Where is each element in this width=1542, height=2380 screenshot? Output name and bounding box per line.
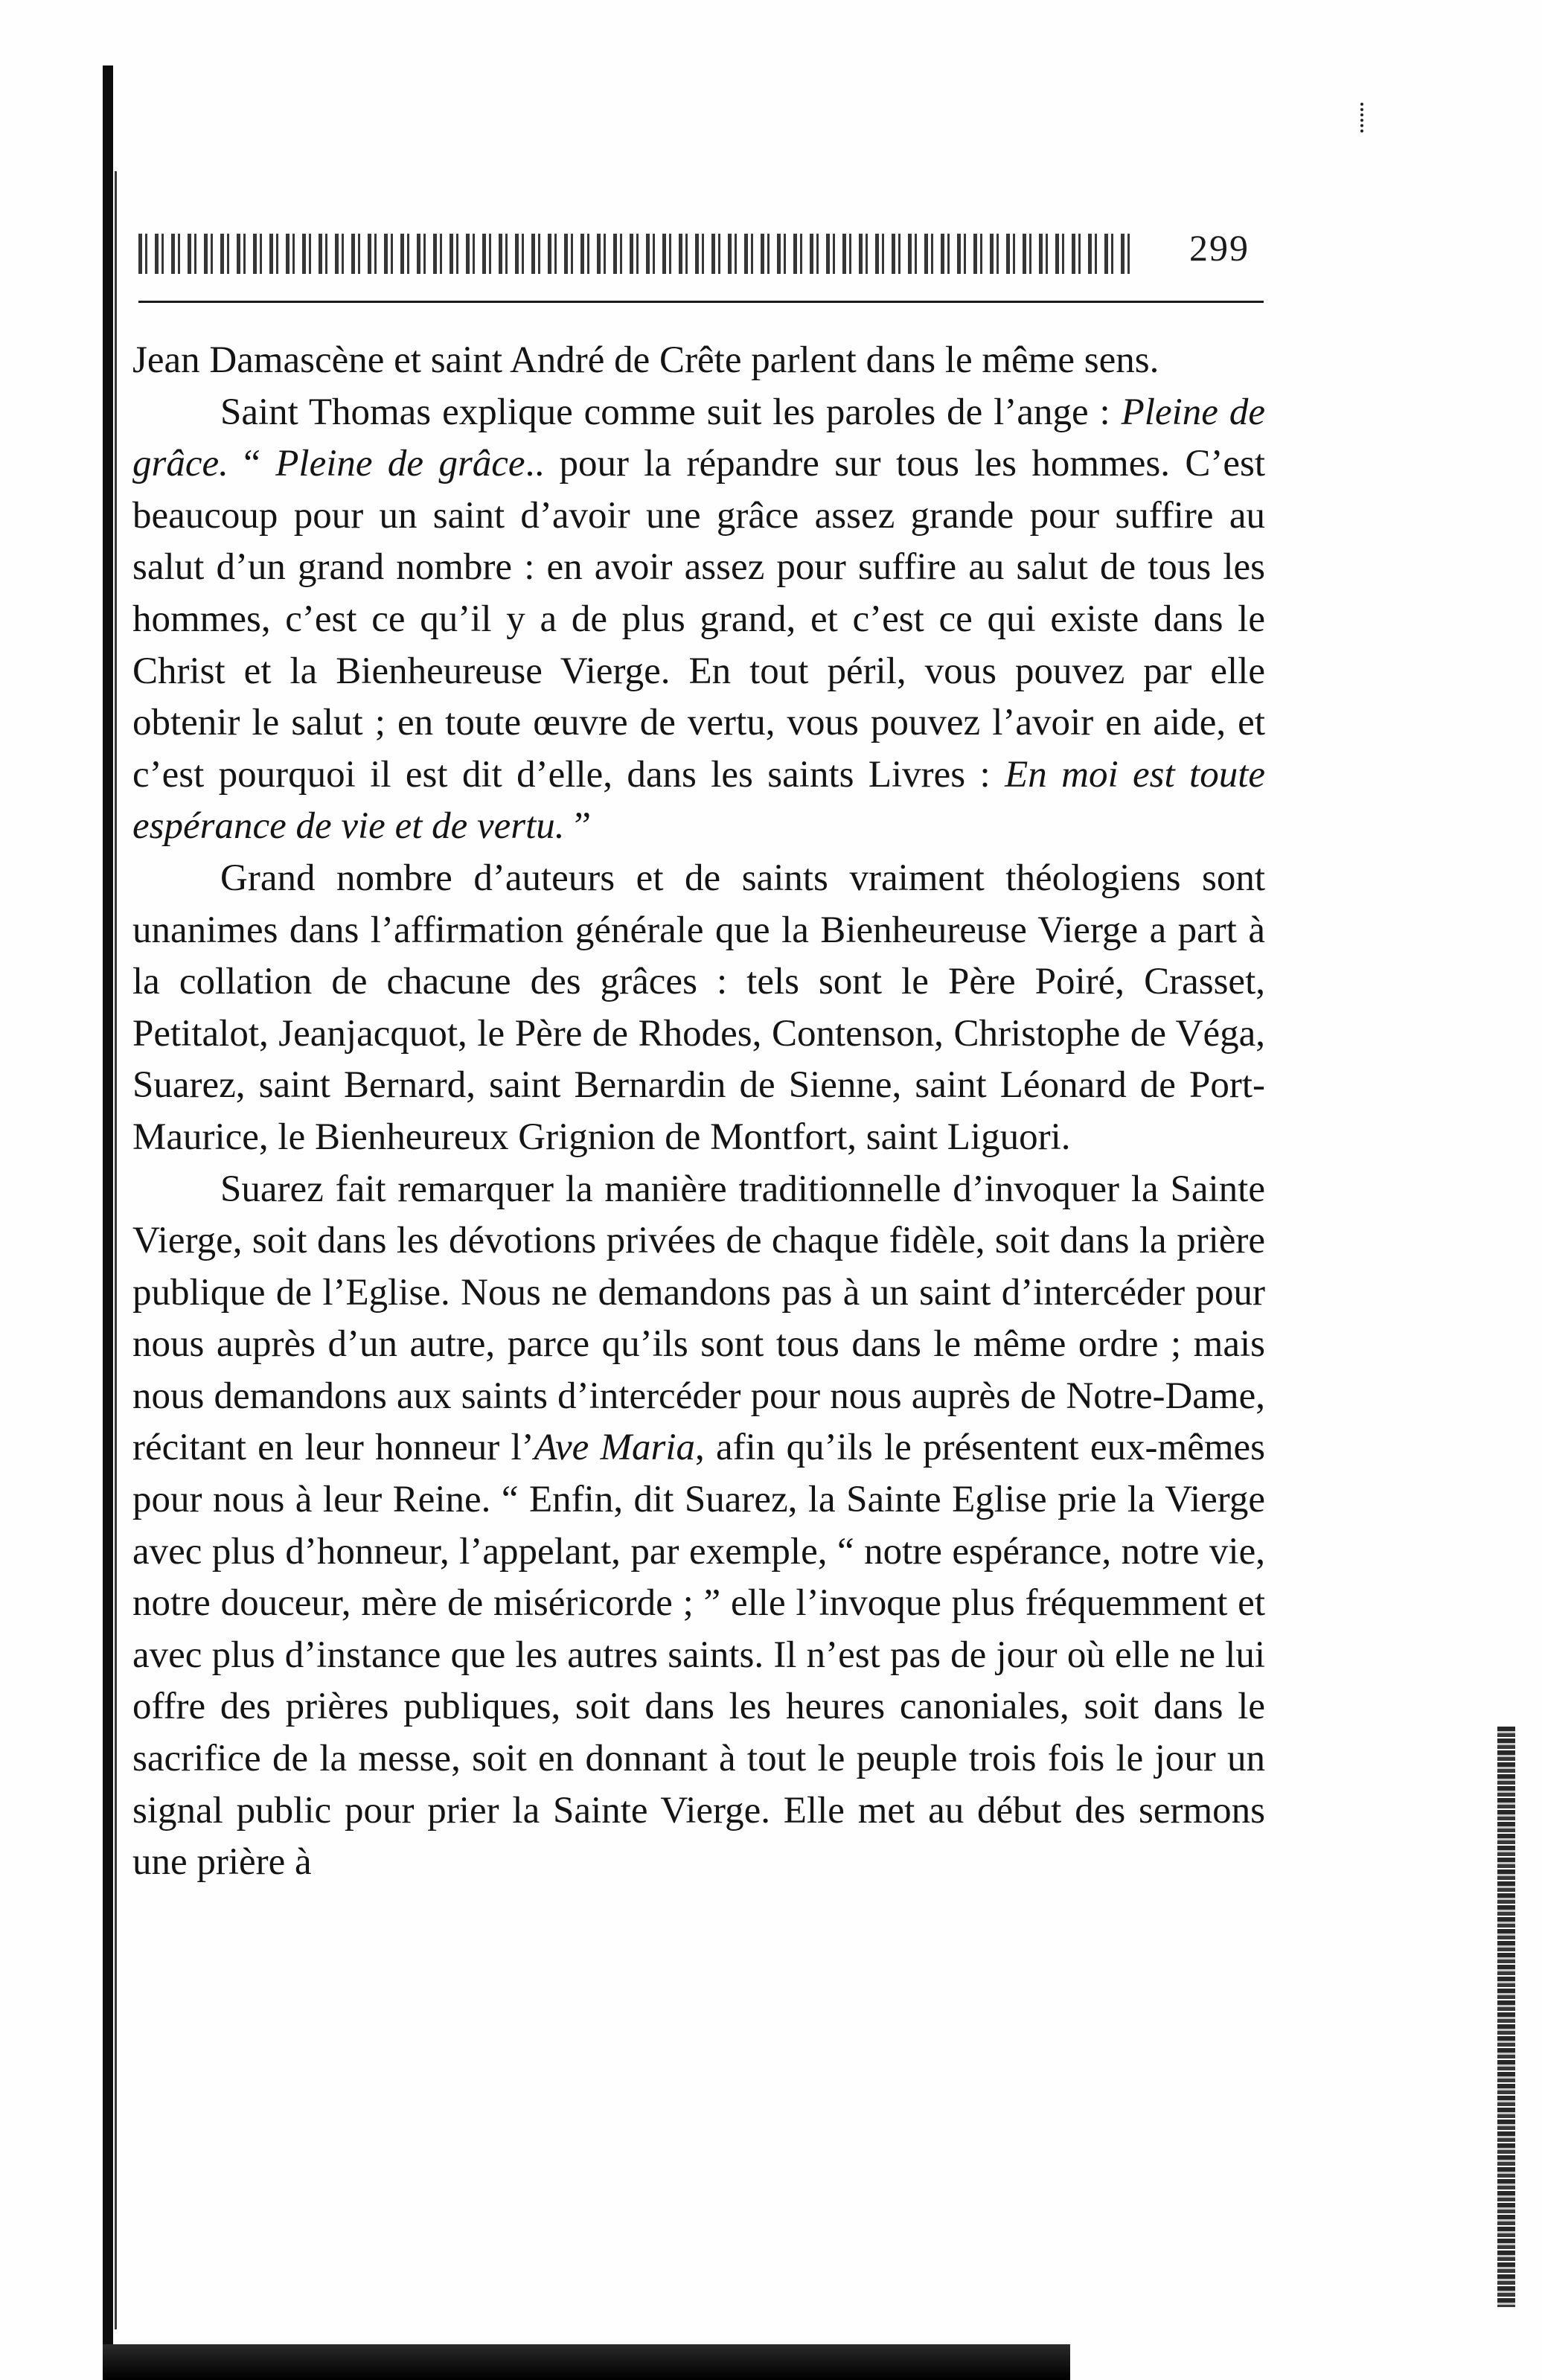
paragraph-4-italic-a: Ave Maria	[534, 1427, 696, 1469]
scan-binding-shadow	[103, 65, 113, 2380]
paragraph-2-quote-open: “	[228, 443, 276, 485]
paragraph-2-text-a: Saint Thomas explique comme suit les paroles de l’ange :	[220, 391, 1122, 433]
page-number: 299	[1189, 227, 1250, 269]
paragraph-4-text-a: Suarez fait remarquer la manière traditionnelle d’invoquer la Sainte Vierge, soit dans les dévotions privées de chaque fidèle, soit dans la prière publique de l’Eglise. Nous ne demandons pas à un saint d’intercéder pour nous auprès d’un autre, parce qu’ils sont tous dans le même ordre ; mais nous demandons aux saints d’intercéder pour nous auprès de Notre-Dame, récitant en leur honneur l’	[132, 1168, 1265, 1469]
paragraph-2-italic-a: Pleine de grâce.	[132, 391, 1265, 485]
scan-speck	[1360, 103, 1366, 132]
header-rule	[138, 301, 1264, 303]
scan-bottom-edge	[103, 2344, 1070, 2380]
paragraph-2-text-b: .. pour la répandre sur tous les hommes. C’est beaucoup pour un saint d’avoir une grâce assez grande pour suffire au salut d’un grand nombre : en avoir assez pour suffire au salut de tous les hommes, c’est ce qu’il y a de plus grand, et c’est ce qui existe dans le Christ et la Bienheureuse Vierge. En tout péril, vous pouvez par elle obtenir le salut ; en toute œuvre de vertu, vous pouvez l’avoir en aide, et c’est pourquoi il est dit d’elle, dans les saints Livres :	[132, 443, 1265, 796]
paragraph-2-italic-b: Pleine de grâce	[275, 443, 525, 485]
running-head	[138, 223, 1292, 283]
running-head-ornament	[138, 234, 1136, 274]
scan-right-edge-noise	[1497, 1727, 1515, 2307]
paragraph-4	[132, 1164, 1265, 1889]
paragraph-2-italic-c: En moi est toute espérance de vie et de vertu.	[132, 753, 1266, 848]
body-text	[132, 335, 1265, 1889]
paragraph-1: Jean Damascène et saint André de Crête parlent dans le même sens.	[132, 339, 1159, 381]
paragraph-2	[132, 387, 1265, 853]
paragraph-2-quote-close: ”	[564, 805, 591, 848]
scan-binding-line	[115, 171, 117, 2329]
paragraph-4-text-b: , afin qu’ils le présentent eux-mêmes pour nous à leur Reine. “ Enfin, dit Suarez, la Sainte Eglise prie la Vierge avec plus d’honneur, l’appelant, par exemple, “ notre espérance, notre vie, notre douceur, mère de miséricorde ; ” elle l’invoque plus fréquemment et avec plus d’instance que les autres saints. Il n’est pas de jour où elle ne lui offre des prières publiques, soit dans les heures canoniales, soit dans le sacrifice de la messe, soit en donnant à tout le peuple trois fois le jour un signal public pour prier la Sainte Vierge. Elle met au début des sermons une prière à	[132, 1427, 1265, 1884]
paragraph-3: Grand nombre d’auteurs et de saints vraiment théologiens sont unanimes dans l’affirmation générale que la Bienheureuse Vierge a part à la collation de chacune des grâces : tels sont le Père Poiré, Crasset, Petitalot, Jeanjacquot, le Père de Rhodes, Contenson, Christophe de Véga, Suarez, saint Bernard, saint Bernardin de Sienne, saint Léonard de Port-Maurice, le Bienheureux Grignion de Montfort, saint Liguori.	[132, 857, 1265, 1158]
